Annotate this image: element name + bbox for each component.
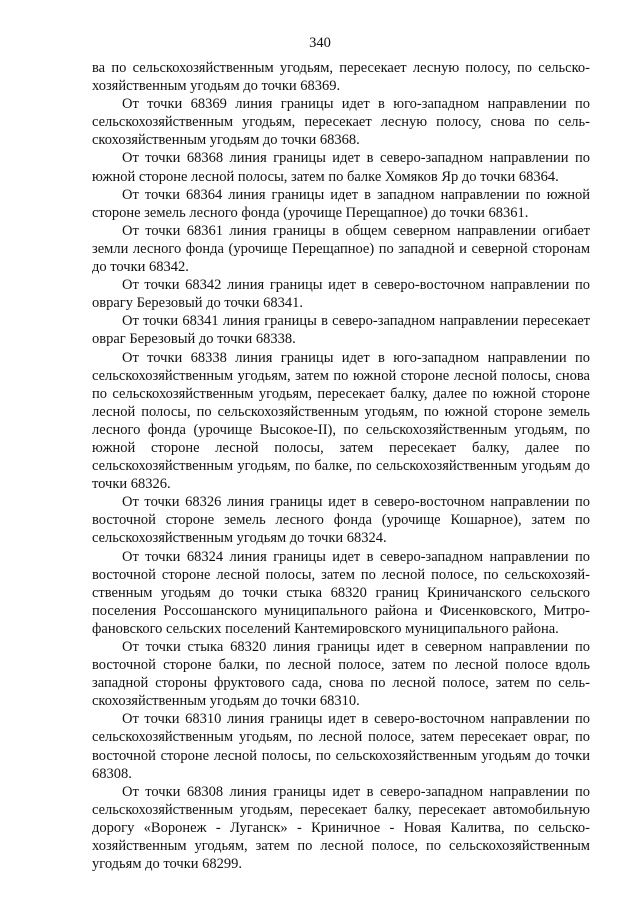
paragraph: От точки 68326 линия границы идет в северо-восточном направлении по восточной стороне земель лесного фонда (урочище Кошарное), затем по сельскохозяйственным угодьям до точки 68324. [92, 494, 590, 547]
paragraph: От точки 68338 линия границы идет в юго-западном направлении по сельскохозяйственным угодьям, затем по южной стороне лесной полосы, снова по сельскохозяйственным угодьям, пересекает балку, далее по южной стороне лесной полосы, по сельскохозяйственным угодьям, по южной стороне земель лесного фонда (урочище Высокое-II), по сельскохозяйственным угодьям, по южной стороне лесной полосы, затем пересекает балку, далее по сельскохозяйственным угодьям, по балке, по сельскохозяйственным угодьям до точки 68326. [92, 349, 590, 493]
paragraph: ва по сельскохозяйственным угодьям, пересекает лесную полосу, по сельскохозяйственным угодьям до точки 68369. [92, 60, 590, 95]
paragraph: От точки 68308 линия границы идет в северо-западном направлении по сельскохозяйственным угодьям, пересекает балку, пересекает автомобильную дорогу «Воронеж - Луганск» - Криничное - Новая Калитва, по сельскохозяйственным угодьям, затем по лесной полосе, по сельскохозяйственным угодьям до точки 68299. [92, 783, 590, 873]
document-body [92, 59, 590, 873]
paragraph: От точки 68369 линия границы идет в юго-западном направлении по сельскохозяйственным угодьям, пересекает лесную полосу, снова по сельскохозяйственным угодьям до точки 68368. [92, 96, 590, 149]
paragraph: От точки 68341 линия границы в северо-западном направлении пересекает овраг Березовый до точки 68338. [92, 313, 590, 348]
paragraph: От точки 68368 линия границы идет в северо-западном направлении по южной стороне лесной полосы, затем по балке Хомяков Яр до точки 68364. [92, 150, 590, 185]
paragraph: От точки 68324 линия границы идет в северо-западном направлении по восточной стороне лесной полосы, затем по лесной полосе, по сельскохозяйственным угодьям до точки стыка 68320 границ Криничанского сельского поселения Россошанского муниципального района и Фисенковского, Митрофановского сельских поселений Кантемировского муниципального района. [92, 548, 590, 637]
page-number: 340 [309, 35, 331, 51]
paragraph: От точки 68342 линия границы идет в северо-восточном направлении по оврагу Березовый до точки 68341. [92, 277, 590, 312]
paragraph: От точки 68361 линия границы в общем северном направлении огибает земли лесного фонда (урочище Перещапное) по западной и северной сторонам до точки 68342. [92, 222, 590, 276]
paragraph: От точки стыка 68320 линия границы идет в северном направлении по восточной стороне балки, по лесной полосе, затем по лесной полосе вдоль западной стороны фруктового сада, снова по лесной полосе, затем по сельскохозяйственным угодьям до точки 68310. [92, 639, 590, 710]
paragraph: От точки 68364 линия границы идет в западном направлении по южной стороне земель лесного фонда (урочище Перещапное) до точки 68361. [92, 186, 590, 221]
paragraph: От точки 68310 линия границы идет в северо-восточном направлении по сельскохозяйственным угодьям, по лесной полосе, затем пересекает овраг, по восточной стороне лесной полосы, по сельскохозяйственным угодьям до точки 68308. [92, 711, 590, 782]
